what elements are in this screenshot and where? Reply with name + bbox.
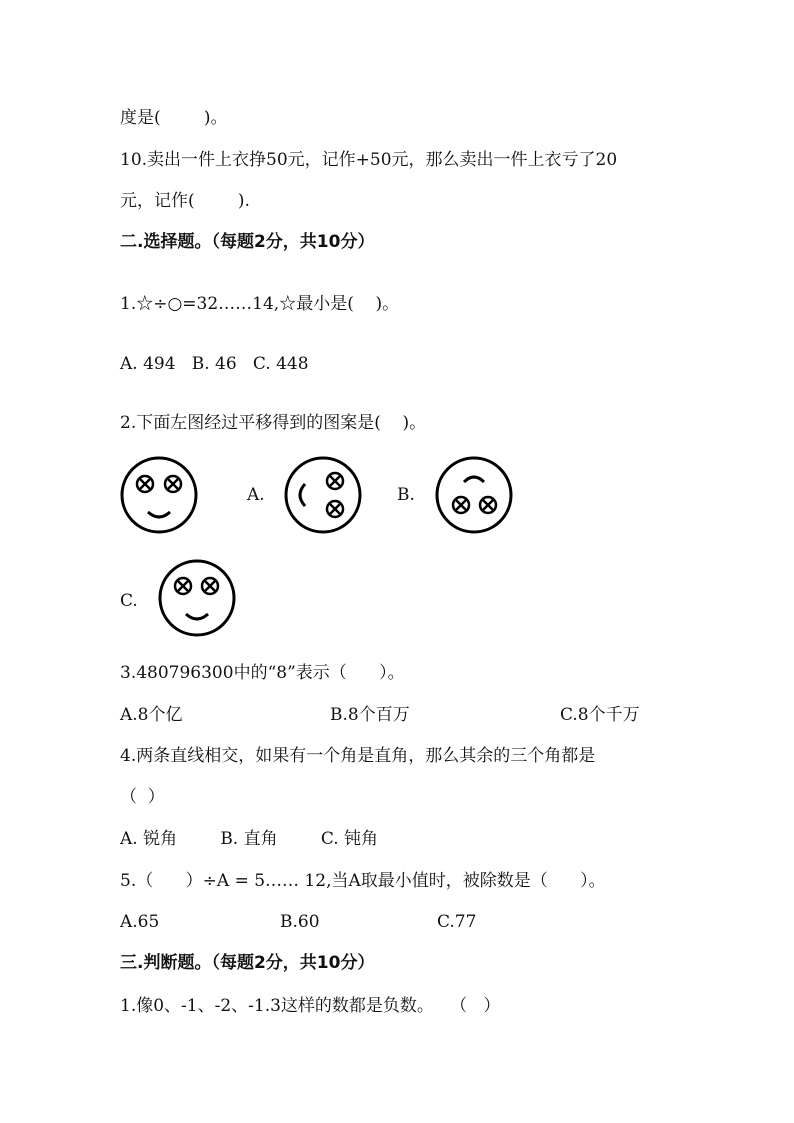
section3-title: 三.判断题。（每题2分，共10分）	[120, 953, 375, 973]
choice-q4-stem: 4.两条直线相交，如果有一个角是直角，那么其余的三个角都是	[120, 746, 596, 766]
original-face-figure	[120, 456, 200, 536]
judge-q1: 1.像0、-1、-2、-1.3这样的数都是负数。 （ ）	[120, 996, 501, 1016]
choice-q5-option-c: C.77	[437, 912, 477, 932]
choice-q2-stem: 2.下面左图经过平移得到的图案是( )。	[120, 413, 427, 433]
choice-q5-stem: 5.（ ）÷A = 5…… 12,当A取最小值时，被除数是（ ）。	[120, 871, 606, 891]
choice-q1-stem: 1.☆÷○=32……14,☆最小是( )。	[120, 294, 400, 314]
option-a-face-figure	[285, 456, 365, 536]
choice-q3-option-c: C.8个千万	[560, 705, 640, 725]
choice-q5-option-a: A.65	[120, 912, 160, 932]
q9-tail: 度是( )。	[120, 108, 228, 128]
q10-line2: 元，记作( ).	[120, 191, 250, 211]
choice-q4-blank: （ ）	[120, 787, 165, 807]
q10-line1: 10.卖出一件上衣挣50元，记作+50元，那么卖出一件上衣亏了20	[120, 150, 618, 170]
section2-title: 二.选择题。（每题2分，共10分）	[120, 232, 375, 252]
choice-q3-stem: 3.480796300中的“8”表示（ ）。	[120, 663, 405, 683]
choice-q1-options: A. 494 B. 46 C. 448	[120, 354, 309, 374]
choice-q3-option-a: A.8个亿	[120, 705, 183, 725]
choice-q2-label-c: C.	[120, 591, 138, 611]
choice-q4-options: A. 锐角 B. 直角 C. 钝角	[120, 829, 379, 849]
option-c-face-figure	[158, 560, 238, 640]
choice-q2-label-a: A.	[247, 485, 265, 505]
choice-q3-option-b: B.8个百万	[330, 705, 410, 725]
choice-q2-label-b: B.	[397, 485, 415, 505]
option-b-face-figure	[436, 456, 516, 536]
choice-q5-option-b: B.60	[280, 912, 320, 932]
